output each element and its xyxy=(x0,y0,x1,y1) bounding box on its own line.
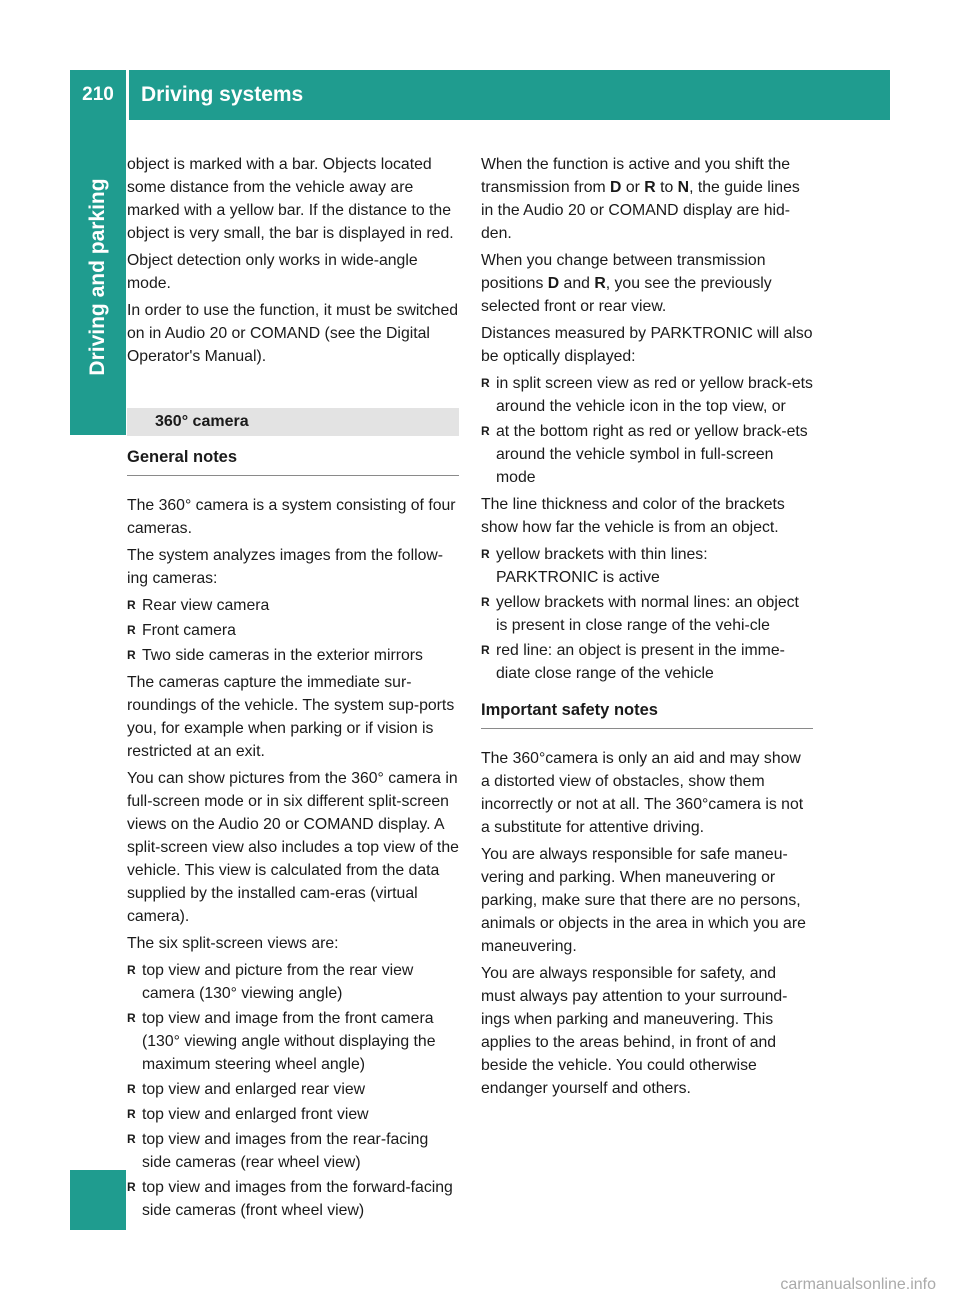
paragraph: The system analyzes images from the follow-ing cameras: xyxy=(127,547,444,587)
bullet-icon: R xyxy=(127,1107,136,1121)
paragraph: When the function is active and you shift the transmission from D or R to N, the guide lines in the Audio 20 or COMAND display are hid-den. xyxy=(481,156,800,242)
paragraph: object is marked with a bar. Objects located some distance from the vehicle away are marked with a yellow bar. If the distance to the object is very small, the bar is displayed in red. xyxy=(127,156,454,242)
bullet-icon: R xyxy=(127,648,136,662)
list-item: R top view and picture from the rear view camera (130° viewing angle) xyxy=(127,959,459,1005)
paragraph: You are always responsible for safe maneu-vering and parking. When maneuvering or parking, make sure that there are no persons, animals or objects in the area in which you are maneuvering. xyxy=(481,846,806,955)
chapter-label: Driving and parking xyxy=(86,178,109,376)
header-separator xyxy=(126,70,129,120)
right-column xyxy=(481,153,813,1104)
safety-notes-heading: Important safety notes xyxy=(481,699,813,729)
list-item: R at the bottom right as red or yellow brack-ets around the vehicle symbol in full-screen mode xyxy=(481,420,813,489)
list-item: R red line: an object is present in the imme-diate close range of the vehicle xyxy=(481,639,813,685)
paragraph: In order to use the function, it must be switched on in Audio 20 or COMAND (see the Digital Operator's Manual). xyxy=(127,302,459,365)
general-notes-heading: General notes xyxy=(127,446,459,476)
list-item: R top view and images from the rear-facing side cameras (rear wheel view) xyxy=(127,1128,459,1174)
bullet-icon: R xyxy=(481,547,490,561)
list-item: R yellow brackets with normal lines: an object is present in close range of the vehi-cle xyxy=(481,591,813,637)
paragraph: When you change between transmission positions D and R, you see the previously selected front or rear view. xyxy=(481,252,772,315)
bracket-list xyxy=(481,543,813,685)
list-item: R top view and enlarged rear view xyxy=(127,1078,459,1101)
camera-list xyxy=(127,594,459,667)
paragraph: You are always responsible for safety, and must always pay attention to your surround-ings when parking and maneuvering. This applies to the areas behind, in front of and beside the vehicle. You could otherwise endanger yourself and others. xyxy=(481,965,788,1097)
paragraph: The 360°camera is only an aid and may show a distorted view of obstacles, show them incorrectly or not at all. The 360°camera is not a substitute for attentive driving. xyxy=(481,750,804,836)
list-item: R Front camera xyxy=(127,619,459,642)
split-view-list xyxy=(127,959,459,1222)
bullet-icon: R xyxy=(127,1180,136,1194)
bullet-icon: R xyxy=(127,963,136,977)
list-item: R top view and enlarged front view xyxy=(127,1103,459,1126)
paragraph: The line thickness and color of the brackets show how far the vehicle is from an object. xyxy=(481,496,785,536)
list-item: R top view and images from the forward-facing side cameras (front wheel view) xyxy=(127,1176,459,1222)
bullet-icon: R xyxy=(481,376,490,390)
paragraph: You can show pictures from the 360° camera in full-screen mode or in six different split-screen views on the Audio 20 or COMAND display. A split-screen view also includes a top view of the vehicle. This view is calculated from the data supplied by the installed cam-eras (virtual camera). xyxy=(127,770,459,925)
list-item: R yellow brackets with thin lines: PARKTRONIC is active xyxy=(481,543,813,589)
list-item: R Two side cameras in the exterior mirrors xyxy=(127,644,459,667)
paragraph: The cameras capture the immediate sur-roundings of the vehicle. The system sup-ports you, for example when parking or if vision is restricted at an exit. xyxy=(127,674,455,760)
section-title: Driving systems xyxy=(141,83,304,106)
list-item: R Rear view camera xyxy=(127,594,459,617)
paragraph: Distances measured by PARKTRONIC will also be optically displayed: xyxy=(481,325,813,365)
watermark: carmanualsonline.info xyxy=(780,1276,936,1293)
bullet-icon: R xyxy=(481,595,490,609)
bullet-icon: R xyxy=(127,623,136,637)
list-item: R in split screen view as red or yellow brack-ets around the vehicle icon in the top view, or xyxy=(481,372,813,418)
paragraph: The six split-screen views are: xyxy=(127,935,339,952)
left-column xyxy=(127,153,459,1226)
topic-heading: 360° camera xyxy=(127,408,459,436)
bullet-icon: R xyxy=(127,598,136,612)
bullet-icon: R xyxy=(127,1132,136,1146)
bullet-icon: R xyxy=(481,643,490,657)
list-item: R top view and image from the front camera (130° viewing angle without displaying the maximum steering wheel angle) xyxy=(127,1007,459,1076)
paragraph: The 360° camera is a system consisting of four cameras. xyxy=(127,497,456,537)
page-number: 210 xyxy=(82,84,114,105)
paragraph: Object detection only works in wide-angle mode. xyxy=(127,252,418,292)
chapter-marker xyxy=(70,1170,126,1230)
distance-display-list xyxy=(481,372,813,489)
bullet-icon: R xyxy=(481,424,490,438)
bullet-icon: R xyxy=(127,1011,136,1025)
bullet-icon: R xyxy=(127,1082,136,1096)
